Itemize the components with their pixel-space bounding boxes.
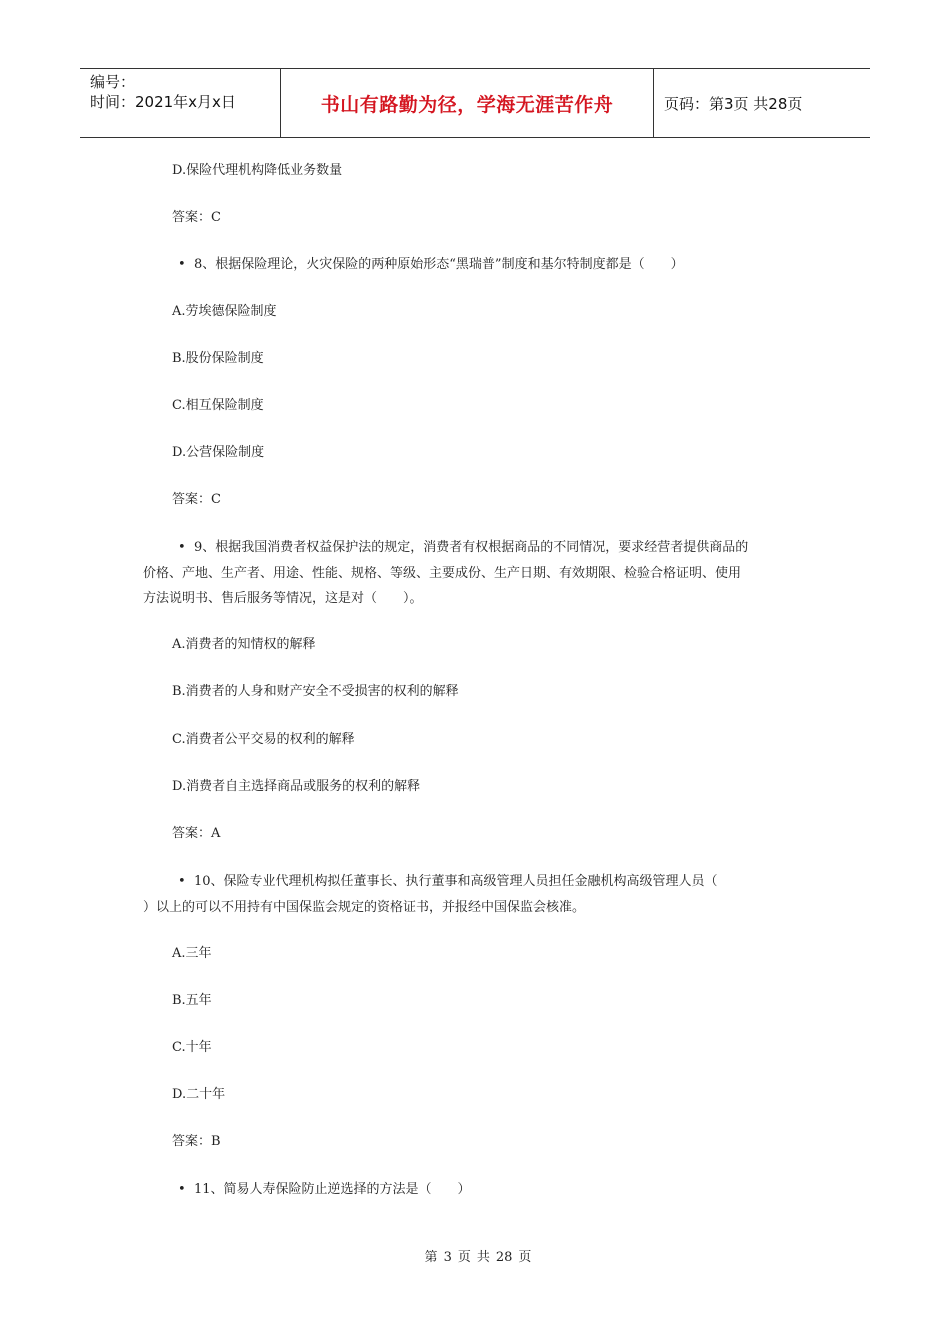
- q9-option-d: D.消费者自主选择商品或服务的权利的解释: [172, 779, 421, 794]
- question-8-text: 8、根据保险理论，火灾保险的两种原始形态“黑瑞普”制度和基尔特制度都是（ ）: [194, 257, 684, 272]
- q10-option-c: C.十年: [172, 1040, 212, 1055]
- question-11-text: 11、简易人寿保险防止逆选择的方法是（ ）: [194, 1182, 471, 1197]
- question-9-text-line1: 9、根据我国消费者权益保护法的规定，消费者有权根据商品的不同情况，要求经营者提供商品的: [194, 540, 749, 555]
- q8-option-a: A.劳埃德保险制度: [172, 304, 277, 319]
- footer-total-unit: 页: [518, 1250, 532, 1265]
- footer-page-label: 第: [424, 1250, 438, 1265]
- q8-option-b: B.股份保险制度: [172, 351, 264, 366]
- question-11: [178, 1181, 471, 1199]
- header-motto: 书山有路勤为径，学海无涯苦作舟: [281, 69, 654, 137]
- q10-option-a: A.三年: [172, 946, 212, 961]
- footer-page-unit: 页: [457, 1250, 471, 1265]
- q10-answer: 答案：B: [172, 1134, 221, 1149]
- q9-option-c: C.消费者公平交易的权利的解释: [172, 732, 355, 747]
- question-9: [178, 539, 748, 557]
- question-9-text-line3: 方法说明书、售后服务等情况，这是对（ ）。: [143, 591, 423, 606]
- header-page-info: 页码：第3页 共28页: [664, 94, 803, 113]
- footer-total-number: 28: [495, 1250, 513, 1265]
- question-10: [178, 873, 718, 891]
- bullet-icon: •: [178, 874, 186, 889]
- header-info-cell: [80, 69, 281, 137]
- question-10-text-line2: ）以上的可以不用持有中国保监会规定的资格证书，并报经中国保监会核准。: [143, 900, 586, 915]
- q9-option-a: A.消费者的知情权的解释: [172, 637, 316, 652]
- question-8: [178, 256, 684, 274]
- q7-answer: 答案：C: [172, 210, 221, 225]
- q9-option-b: B.消费者的人身和财产安全不受损害的权利的解释: [172, 684, 459, 699]
- q7-option-d: D.保险代理机构降低业务数量: [172, 163, 343, 178]
- bullet-icon: •: [178, 1182, 186, 1197]
- page-header: [80, 68, 870, 138]
- q8-option-c: C.相互保险制度: [172, 398, 264, 413]
- q10-option-b: B.五年: [172, 993, 212, 1008]
- question-9-text-line2: 价格、产地、生产者、用途、性能、规格、等级、主要成份、生产日期、有效期限、检验合格证明、使用: [143, 566, 742, 581]
- page-footer: [0, 1246, 950, 1265]
- q10-option-d: D.二十年: [172, 1087, 226, 1102]
- q9-answer: 答案：A: [172, 826, 221, 841]
- question-10-text-line1: 10、保险专业代理机构拟任董事长、执行董事和高级管理人员担任金融机构高级管理人员（: [194, 874, 718, 889]
- footer-page-number: 3: [443, 1250, 452, 1265]
- q8-option-d: D.公营保险制度: [172, 445, 265, 460]
- doc-number-label: 编号：: [90, 73, 136, 91]
- doc-date-label: 时间：2021年x月x日: [90, 93, 236, 111]
- bullet-icon: •: [178, 540, 186, 555]
- q8-answer: 答案：C: [172, 492, 221, 507]
- bullet-icon: •: [178, 257, 186, 272]
- footer-total-label: 共: [476, 1250, 490, 1265]
